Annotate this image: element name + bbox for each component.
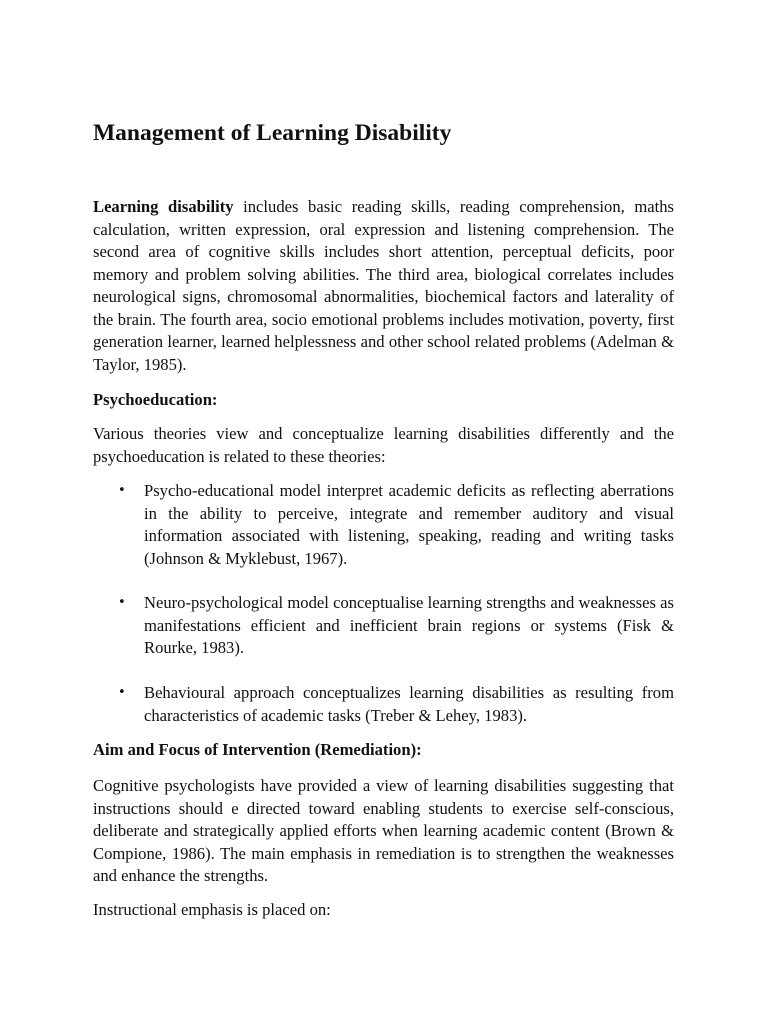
document-title: Management of Learning Disability xyxy=(93,120,452,146)
aim-body-block xyxy=(93,775,674,888)
list-item-text: Neuro-psychological model conceptualise learning strengths and weaknesses as manifestations efficient and inefficient brain regions or systems (Fisk & Rourke, 1983). xyxy=(144,593,674,657)
psychoeducation-paragraph: Various theories view and conceptualize learning disabilities differently and the psychoeducation is related to these theories: xyxy=(93,424,674,466)
intro-paragraph xyxy=(93,196,674,376)
psychoeducation-heading-block xyxy=(93,389,674,412)
theory-list-2 xyxy=(93,592,674,660)
aim-heading-block xyxy=(93,739,674,762)
intro-section xyxy=(93,196,674,376)
theory-list-3 xyxy=(93,682,674,727)
theory-list-1 xyxy=(93,480,674,570)
emphasis-line: Instructional emphasis is placed on: xyxy=(93,900,331,919)
psychoeducation-heading: Psychoeducation: xyxy=(93,390,218,409)
aim-heading: Aim and Focus of Intervention (Remediation): xyxy=(93,740,422,759)
intro-lead-term: Learning disability xyxy=(93,197,234,216)
aim-paragraph: Cognitive psychologists have provided a view of learning disabilities suggesting that instructions should e directed toward enabling students to exercise self-conscious, deliberate and strategically applied efforts when learning academic content (Brown & Compione, 1986). The main emphasis in remediation is to strengthen the weaknesses and enhance the strengths. xyxy=(93,776,674,885)
list-item-text: Psycho-educational model interpret academic deficits as reflecting aberrations in the ability to perceive, integrate and remember auditory and visual information associated with listening, speaking, reading and writing tasks (Johnson & Myklebust, 1967). xyxy=(144,481,674,568)
list-item xyxy=(93,682,674,727)
intro-text: includes basic reading skills, reading comprehension, maths calculation, written expression, oral expression and listening comprehension. The second area of cognitive skills includes short attention, perceptual deficits, poor memory and problem solving abilities. The third area, biological correlates includes neurological signs, chromosomal abnormalities, biochemical factors and laterality of the brain. The fourth area, socio emotional problems includes motivation, poverty, first generation learner, learned helplessness and other school related problems (Adelman & Taylor, 1985). xyxy=(93,197,674,374)
bullet-icon: • xyxy=(118,595,126,610)
bullet-icon: • xyxy=(118,483,126,498)
psychoeducation-intro-block xyxy=(93,423,674,468)
bullet-icon: • xyxy=(118,685,126,700)
list-item xyxy=(93,480,674,570)
list-item xyxy=(93,592,674,660)
list-item-text: Behavioural approach conceptualizes learning disabilities as resulting from characteristics of academic tasks (Treber & Lehey, 1983). xyxy=(144,683,674,725)
emphasis-block xyxy=(93,899,674,922)
